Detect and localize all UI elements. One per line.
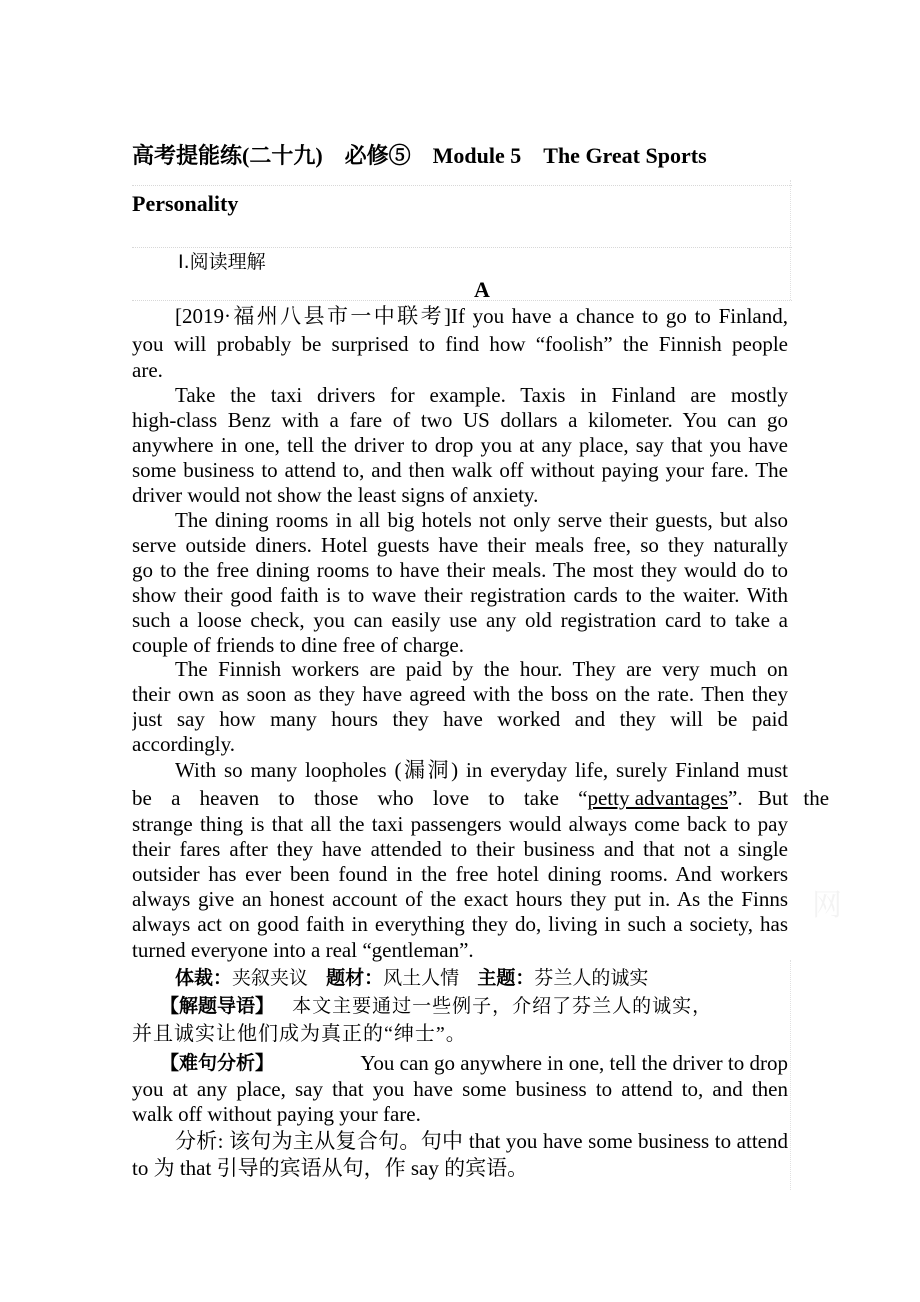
- text-line: show their good faith is to wave their registration cards to the waiter. With: [132, 583, 788, 607]
- underlined-phrase: petty advantages: [587, 786, 728, 810]
- text-line: outsider has ever been found in the free hotel dining rooms. And workers: [132, 862, 788, 886]
- analysis-line: 分析: 该句为主从复合句。句中 that you have some business to attend: [175, 1129, 788, 1153]
- guide-text: 并且诚实让他们成为真正的“绅士”。: [132, 1023, 467, 1045]
- hard-label: 【难句分析】: [160, 1052, 275, 1074]
- text-line: With so many loopholes (漏洞) in everyday life, surely Finland must: [175, 758, 788, 782]
- text-line: accordingly.: [132, 732, 236, 756]
- text-segment: ”. But the: [728, 786, 830, 810]
- text-line: couple of friends to dine free of charge.: [132, 633, 464, 657]
- guide-text: 本文主要通过一些例子，介绍了芬兰人的诚实，: [292, 995, 713, 1017]
- text-line: you will probably be surprised to find how “foolish” the Finnish people: [132, 332, 788, 356]
- passage-label: A: [474, 277, 490, 302]
- doc-title: [132, 143, 788, 169]
- text-line: high-class Benz with a fare of two US dollars a kilometer. You can go: [132, 408, 788, 432]
- text-line: always act on good faith in everything they do, living in such a society, has: [132, 912, 788, 936]
- text-line: driver would not show the least signs of anxiety.: [132, 483, 539, 507]
- guide-line: [160, 993, 816, 1019]
- analysis-line: to 为 that 引导的宾语从句，作 say 的宾语。: [132, 1156, 529, 1180]
- text-line: Take the taxi drivers for example. Taxis in Finland are mostly: [175, 383, 788, 407]
- text-line: their fares after they have attended to their business and that not a single: [132, 837, 788, 861]
- text-line: their own as soon as they have agreed with the boss on the rate. Then they: [132, 682, 788, 706]
- text-line: [132, 785, 830, 811]
- theme-label: 主题：: [477, 967, 535, 989]
- text-line: always give an honest account of the exact hours they put in. As the Finns: [132, 887, 788, 911]
- text-line: you at any place, say that you have some business to attend to, and then: [132, 1077, 788, 1101]
- text-line: [2019·福州八县市一中联考]If you have a chance to go to Finland,: [175, 304, 788, 328]
- title-cn: 高考提能练(二十九) 必修⑤: [132, 143, 411, 168]
- title-en: Module 5 The Great Sports: [432, 143, 707, 168]
- text-line: turned everyone into a real “gentleman”.: [132, 938, 474, 962]
- text-line: walk off without paying your fare.: [132, 1102, 421, 1126]
- topic: 风土人情: [383, 967, 460, 989]
- guide-label: 【解题导语】: [160, 995, 275, 1017]
- genre-label: 体裁：: [175, 967, 233, 989]
- text-line: serve outside diners. Hotel guests have their meals free, so they naturally: [132, 533, 788, 557]
- genre: 夹叙夹议: [232, 967, 309, 989]
- text-line: strange thing is that all the taxi passengers would always come back to pay: [132, 812, 788, 836]
- text-line: just say how many hours they have worked and they will be paid: [132, 707, 788, 731]
- text-line: some business to attend to, and then walk off without paying your fare. The: [132, 458, 788, 482]
- watermark: 网: [812, 888, 842, 923]
- hard-line: [160, 1050, 788, 1076]
- text-line: such a loose check, you can easily use any old registration card to take a: [132, 608, 788, 632]
- text-line: go to the free dining rooms to have their meals. The most they would do to: [132, 558, 788, 582]
- text-line: anywhere in one, tell the driver to drop you at any place, say that you have: [132, 433, 788, 457]
- section-heading: Ⅰ.阅读理解: [178, 251, 266, 273]
- theme: 芬兰人的诚实: [534, 967, 649, 989]
- topic-label: 题材：: [326, 967, 384, 989]
- text-segment: be a heaven to those who love to take “: [132, 786, 588, 810]
- hard-text: You can go anywhere in one, tell the driver to drop: [360, 1051, 788, 1075]
- text-line: The dining rooms in all big hotels not only serve their guests, but also: [175, 508, 788, 532]
- doc-title-cont: Personality: [132, 191, 239, 216]
- meta-line: [175, 965, 788, 991]
- text-line: The Finnish workers are paid by the hour. They are very much on: [175, 657, 788, 681]
- text-line: are.: [132, 358, 163, 382]
